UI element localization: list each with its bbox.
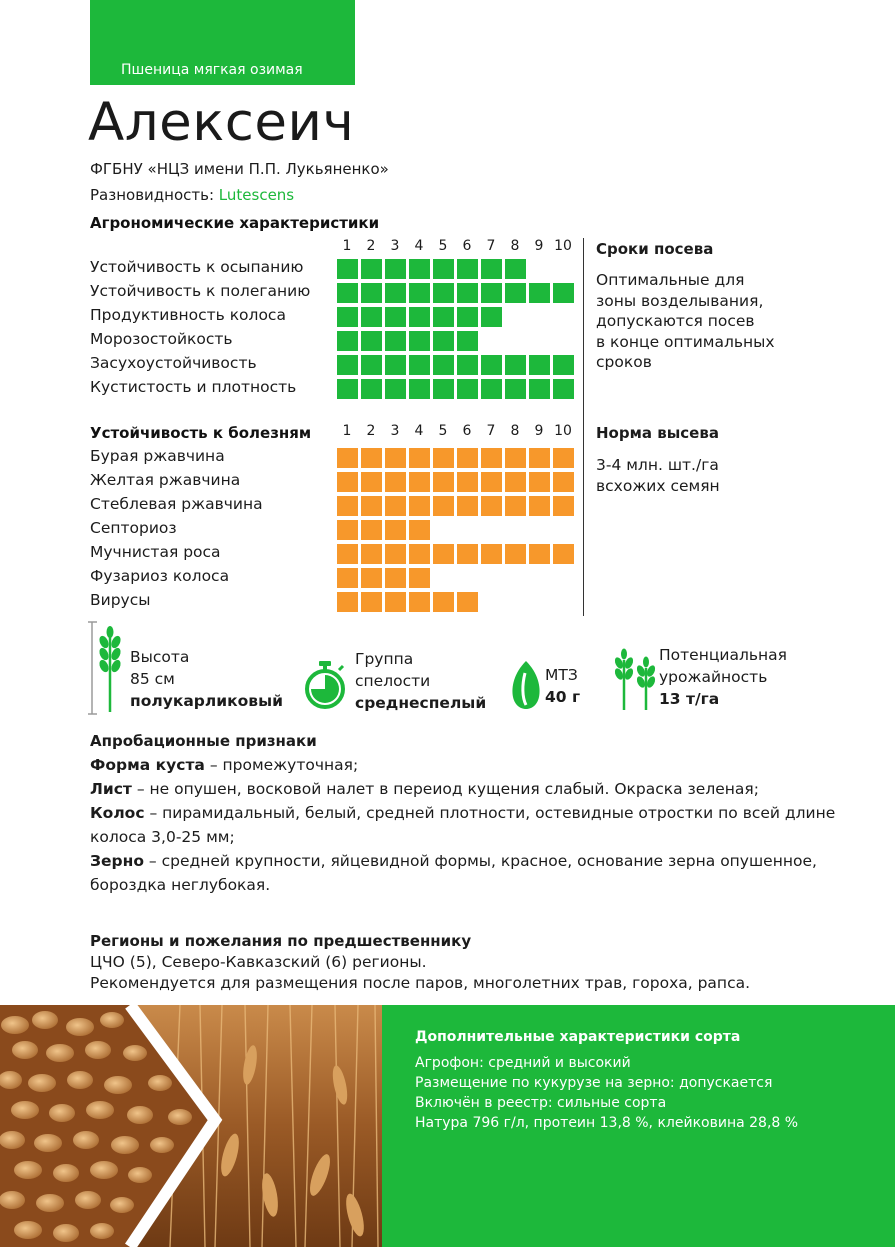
regions-line-2: Рекомендуется для размещения после паров, многолетних трав, гороха, рапса. — [90, 974, 751, 992]
rating-row — [90, 353, 590, 377]
rating-cell — [385, 379, 406, 399]
rating-cell — [457, 307, 478, 327]
rating-cell — [433, 355, 454, 375]
scale-number: 6 — [462, 423, 472, 439]
rating-cell — [385, 472, 406, 492]
rating-cell — [409, 592, 430, 612]
variety-label: Разновидность: — [90, 186, 219, 204]
rating-cell — [529, 496, 550, 516]
rating-cell — [433, 307, 454, 327]
stopwatch-icon — [303, 660, 347, 710]
rating-cell — [553, 472, 574, 492]
rating-cell — [505, 355, 526, 375]
rating-cell — [505, 259, 526, 279]
rating-cell — [409, 283, 430, 303]
rating-cell — [385, 496, 406, 516]
rating-cell — [337, 544, 358, 564]
rating-cell — [433, 496, 454, 516]
rating-cell — [433, 544, 454, 564]
tgw-info — [545, 664, 580, 708]
rating-cell — [409, 520, 430, 540]
rating-row — [90, 518, 590, 542]
rating-cell — [553, 283, 574, 303]
rating-label: Мучнистая роса — [90, 543, 221, 561]
bottom-band — [0, 1005, 895, 1247]
rating-row — [90, 590, 590, 614]
rating-cell — [409, 472, 430, 492]
scale-number: 3 — [390, 238, 400, 254]
rating-cell — [553, 379, 574, 399]
approbation-section — [90, 729, 850, 897]
rating-cell — [337, 307, 358, 327]
extra-line: Включён в реестр: сильные сорта — [415, 1095, 667, 1111]
wheat-ruler-icon — [88, 620, 128, 716]
variety-type-tag — [90, 0, 355, 85]
rating-cell — [337, 448, 358, 468]
rating-label: Стеблевая ржавчина — [90, 495, 263, 513]
rating-row — [90, 470, 590, 494]
scale-number: 1 — [342, 238, 352, 254]
rating-cell — [481, 544, 502, 564]
rating-cell — [337, 331, 358, 351]
maturity-value: среднеспелый — [355, 694, 487, 712]
rating-row — [90, 377, 590, 401]
rating-cell — [361, 331, 382, 351]
extra-heading: Дополнительные характеристики сорта — [415, 1029, 741, 1045]
rating-cell — [409, 331, 430, 351]
bush-label: Форма куста — [90, 756, 205, 774]
rating-cell — [529, 472, 550, 492]
rating-cell — [385, 520, 406, 540]
rating-cell — [553, 355, 574, 375]
rating-cell — [361, 472, 382, 492]
rating-cell — [409, 496, 430, 516]
rating-cell — [409, 448, 430, 468]
column-divider — [583, 238, 584, 616]
extra-line: Агрофон: средний и высокий — [415, 1055, 631, 1071]
bush-shape — [90, 753, 850, 777]
maturity-label-1: Группа — [355, 650, 414, 668]
rating-cell — [481, 259, 502, 279]
rating-cell — [337, 379, 358, 399]
rating-cell — [457, 331, 478, 351]
rating-cell — [361, 379, 382, 399]
rating-cell — [457, 283, 478, 303]
rating-label: Продуктивность колоса — [90, 306, 286, 324]
rating-label: Устойчивость к осыпанию — [90, 258, 304, 276]
rating-cell — [385, 307, 406, 327]
rating-cell — [409, 544, 430, 564]
maturity-info — [355, 648, 486, 714]
rating-cell — [481, 379, 502, 399]
rating-cell — [337, 496, 358, 516]
rating-cell — [337, 568, 358, 588]
yield-label-2: урожайность — [659, 668, 768, 686]
yield-value: 13 т/га — [659, 690, 720, 708]
page-title: Алексеич — [88, 92, 355, 153]
scale-number: 7 — [486, 238, 496, 254]
rating-cell — [433, 448, 454, 468]
rating-cell — [433, 283, 454, 303]
rating-label: Кустистость и плотность — [90, 378, 297, 396]
rating-cell — [505, 283, 526, 303]
rating-cell — [433, 259, 454, 279]
variety-type-label: Пшеница мягкая озимая — [121, 62, 303, 78]
rating-cell — [385, 283, 406, 303]
grain-text: – средней крупности, яйцевидной формы, красное, основание зерна опушенное, бороздка неглубокая. — [90, 852, 817, 894]
rating-cell — [505, 448, 526, 468]
rating-row — [90, 542, 590, 566]
scale-number: 1 — [342, 423, 352, 439]
rating-row — [90, 494, 590, 518]
leaf-label: Лист — [90, 780, 132, 798]
rating-cell — [409, 355, 430, 375]
rating-label: Устойчивость к полеганию — [90, 282, 311, 300]
bush-text: – промежуточная; — [204, 756, 359, 774]
rating-cell — [361, 544, 382, 564]
ear — [90, 801, 850, 849]
regions-heading: Регионы и пожелания по предшественнику — [90, 932, 472, 950]
rating-cell — [361, 568, 382, 588]
rating-cell — [385, 355, 406, 375]
scale-number: 9 — [534, 423, 544, 439]
rating-cell — [337, 520, 358, 540]
rating-cell — [361, 283, 382, 303]
rating-row — [90, 329, 590, 353]
wheat-ears-icon — [612, 646, 658, 712]
tgw-label: МТЗ — [545, 666, 578, 684]
rating-cell — [457, 544, 478, 564]
rating-cell — [385, 544, 406, 564]
variety-line — [90, 186, 294, 204]
disease-heading: Устойчивость к болезням — [90, 424, 312, 442]
rating-cell — [481, 448, 502, 468]
leaf-text: – не опушен, восковой налет в переиод кущения слабый. Окраска зеленая; — [131, 780, 759, 798]
rating-cell — [553, 448, 574, 468]
rating-cell — [361, 520, 382, 540]
rating-cell — [385, 259, 406, 279]
height-value: 85 см — [130, 670, 175, 688]
rating-row — [90, 446, 590, 470]
rating-cell — [529, 283, 550, 303]
grain-label: Зерно — [90, 852, 144, 870]
rating-cell — [505, 544, 526, 564]
scale-number: 8 — [510, 238, 520, 254]
rating-cell — [481, 496, 502, 516]
ear-label: Колос — [90, 804, 145, 822]
height-label: Высота — [130, 648, 190, 666]
scale-number: 7 — [486, 423, 496, 439]
rating-row — [90, 257, 590, 281]
scale-number: 10 — [554, 423, 572, 439]
rating-cell — [433, 592, 454, 612]
agro-heading: Агрономические характеристики — [90, 214, 380, 232]
originator: ФГБНУ «НЦЗ имени П.П. Лукьяненко» — [90, 160, 389, 178]
rating-cell — [337, 259, 358, 279]
scale-number: 3 — [390, 423, 400, 439]
rating-cell — [529, 355, 550, 375]
rating-cell — [457, 355, 478, 375]
extra-line: Размещение по кукурузе на зерно: допускается — [415, 1075, 773, 1091]
rating-cell — [505, 379, 526, 399]
rating-label: Вирусы — [90, 591, 151, 609]
rating-cell — [385, 448, 406, 468]
approbation-heading: Апробационные признаки — [90, 732, 317, 750]
sowing-text: Оптимальные для зоны возделывания, допускаются посев в конце оптимальных сроков — [596, 271, 775, 371]
rating-cell — [457, 379, 478, 399]
seeding-rate-text: 3-4 млн. шт./га всхожих семян — [596, 456, 720, 495]
leaf — [90, 777, 850, 801]
rating-label: Желтая ржавчина — [90, 471, 241, 489]
maturity-label-2: спелости — [355, 672, 431, 690]
yield-label-1: Потенциальная — [659, 646, 787, 664]
rating-cell — [409, 379, 430, 399]
rating-cell — [361, 448, 382, 468]
rating-label: Засухоустойчивость — [90, 354, 257, 372]
regions-section — [90, 931, 850, 994]
rating-cell — [505, 496, 526, 516]
rating-cell — [337, 472, 358, 492]
rating-cell — [361, 307, 382, 327]
scale-number: 4 — [414, 423, 424, 439]
rating-cell — [409, 307, 430, 327]
rating-cell — [361, 496, 382, 516]
grain-field-photo — [0, 1005, 382, 1247]
rating-cell — [337, 592, 358, 612]
variety-value: Lutescens — [218, 186, 295, 204]
rating-cell — [553, 496, 574, 516]
height-info — [130, 646, 283, 712]
rating-cell — [409, 259, 430, 279]
rating-cell — [481, 283, 502, 303]
extra-line: Натура 796 г/л, протеин 13,8 %, клейковина 28,8 % — [415, 1115, 799, 1131]
ear-text: – пирамидальный, белый, средней плотности, остевидные отростки по всей длине колоса 3,0-25 мм; — [90, 804, 836, 846]
rating-cell — [433, 472, 454, 492]
grain-icon — [510, 659, 542, 711]
rating-cell — [481, 307, 502, 327]
rating-cell — [553, 544, 574, 564]
rating-cell — [409, 568, 430, 588]
regions-line-1: ЦЧО (5), Северо-Кавказский (6) регионы. — [90, 953, 427, 971]
rating-cell — [505, 472, 526, 492]
rating-cell — [337, 283, 358, 303]
rating-row — [90, 281, 590, 305]
scale-number: 8 — [510, 423, 520, 439]
rating-cell — [529, 544, 550, 564]
scale-number: 5 — [438, 238, 448, 254]
rating-cell — [529, 448, 550, 468]
scale-number: 2 — [366, 423, 376, 439]
rating-cell — [433, 331, 454, 351]
scale-number: 9 — [534, 238, 544, 254]
rating-cell — [481, 472, 502, 492]
rating-cell — [457, 259, 478, 279]
scale-number: 10 — [554, 238, 572, 254]
rating-cell — [361, 355, 382, 375]
rating-cell — [529, 379, 550, 399]
rating-cell — [457, 448, 478, 468]
rating-label: Бурая ржавчина — [90, 447, 225, 465]
rating-cell — [385, 592, 406, 612]
grain — [90, 849, 850, 897]
scale-number: 5 — [438, 423, 448, 439]
scale-number: 2 — [366, 238, 376, 254]
rating-cell — [361, 592, 382, 612]
yield-info — [659, 644, 787, 710]
rating-row — [90, 305, 590, 329]
rating-cell — [457, 496, 478, 516]
height-type: полукарликовый — [130, 692, 283, 710]
tgw-value: 40 г — [545, 688, 581, 706]
scale-number: 6 — [462, 238, 472, 254]
seeding-rate-heading: Норма высева — [596, 424, 719, 442]
scale-number: 4 — [414, 238, 424, 254]
rating-cell — [385, 331, 406, 351]
extra-characteristics-box — [382, 1005, 895, 1247]
rating-cell — [457, 592, 478, 612]
rating-label: Фузариоз колоса — [90, 567, 230, 585]
rating-label: Септориоз — [90, 519, 177, 537]
rating-cell — [433, 379, 454, 399]
rating-cell — [337, 355, 358, 375]
rating-cell — [481, 355, 502, 375]
rating-row — [90, 566, 590, 590]
rating-cell — [361, 259, 382, 279]
rating-cell — [457, 472, 478, 492]
rating-label: Морозостойкость — [90, 330, 233, 348]
sowing-heading: Сроки посева — [596, 240, 714, 258]
rating-cell — [385, 568, 406, 588]
